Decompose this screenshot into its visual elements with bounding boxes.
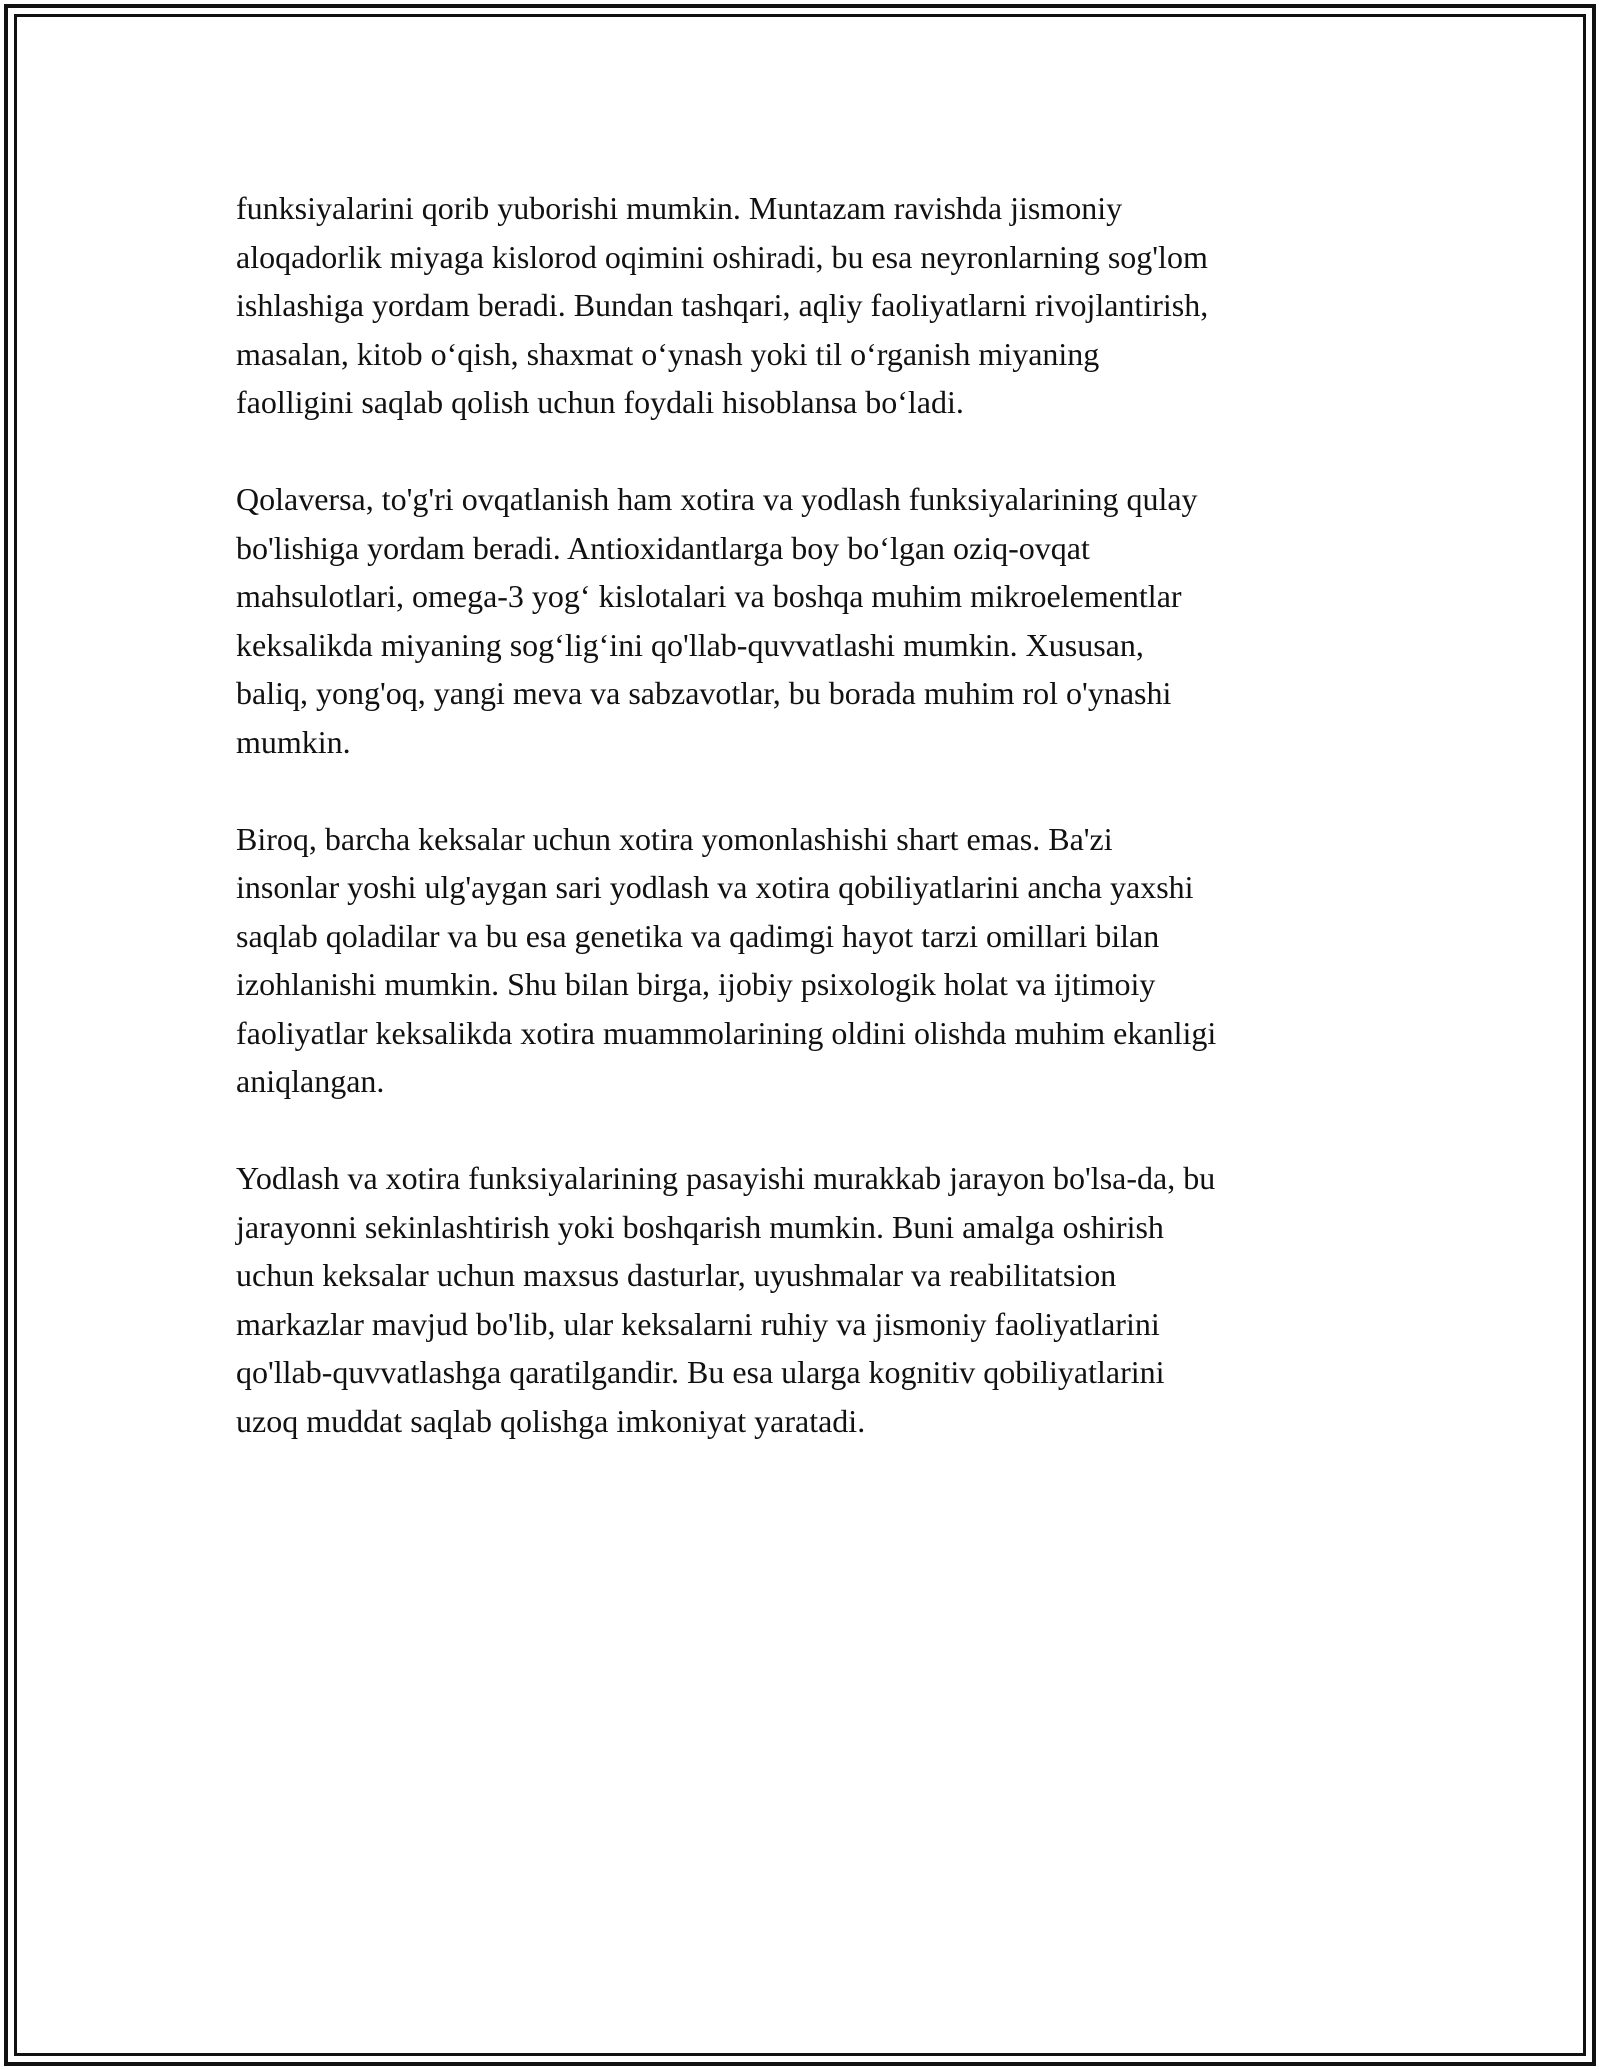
document-body <box>236 184 1366 1494</box>
paragraph-1: funksiyalarini qorib yuborishi mumkin. Muntazam ravishda jismoniy aloqadorlik miyaga kislorod oqimini oshiradi, bu esa neyronlarning sog'lom ishlashiga yordam beradi. Bundan tashqari, aqliy faoliyatlarni rivojlantirish, masalan, kitob o‘qish, shaxmat o‘ynash yoki til o‘rganish miyaning faolligini saqlab qolish uchun foydali hisoblansa bo‘ladi. <box>236 190 1209 420</box>
paragraph-2: Qolaversa, to'g'ri ovqatlanish ham xotira va yodlash funksiyalarining qulay bo'lishiga yordam beradi. Antioxidantlarga boy bo‘lgan oziq-ovqat mahsulotlari, omega-3 yog‘ kislotalari va boshqa muhim mikroelementlar keksalikda miyaning sog‘lig‘ini qo'llab-quvvatlashi mumkin. Xususan, baliq, yong'oq, yangi meva va sabzavotlar, bu borada muhim rol o'ynashi mumkin. <box>236 481 1198 760</box>
paragraph-3: Biroq, barcha keksalar uchun xotira yomonlashishi shart emas. Ba'zi insonlar yoshi ulg'aygan sari yodlash va xotira qobiliyatlarini ancha yaxshi saqlab qoladilar va bu esa genetika va qadimgi hayot tarzi omillari bilan izohlanishi mumkin. Shu bilan birga, ijobiy psixologik holat va ijtimoiy faoliyatlar keksalikda xotira muammolarining oldini olishda muhim ekanligi aniqlangan. <box>236 820 1217 1099</box>
paragraph-4: Yodlash va xotira funksiyalarining pasayishi murakkab jarayon bo'lsa-da, bu jarayonni sekinlashtirish yoki boshqarish mumkin. Buni amalga oshirish uchun keksalar uchun maxsus dasturlar, uyushmalar va reabilitatsion markazlar mavjud bo'lib, ular keksalarni ruhiy va jismoniy faoliyatlarini qo'llab-quvvatlashga qaratilgandir. Bu esa ularga kognitiv qobiliyatlarini uzoq muddat saqlab qolishga imkoniyat yaratadi. <box>236 1160 1216 1439</box>
